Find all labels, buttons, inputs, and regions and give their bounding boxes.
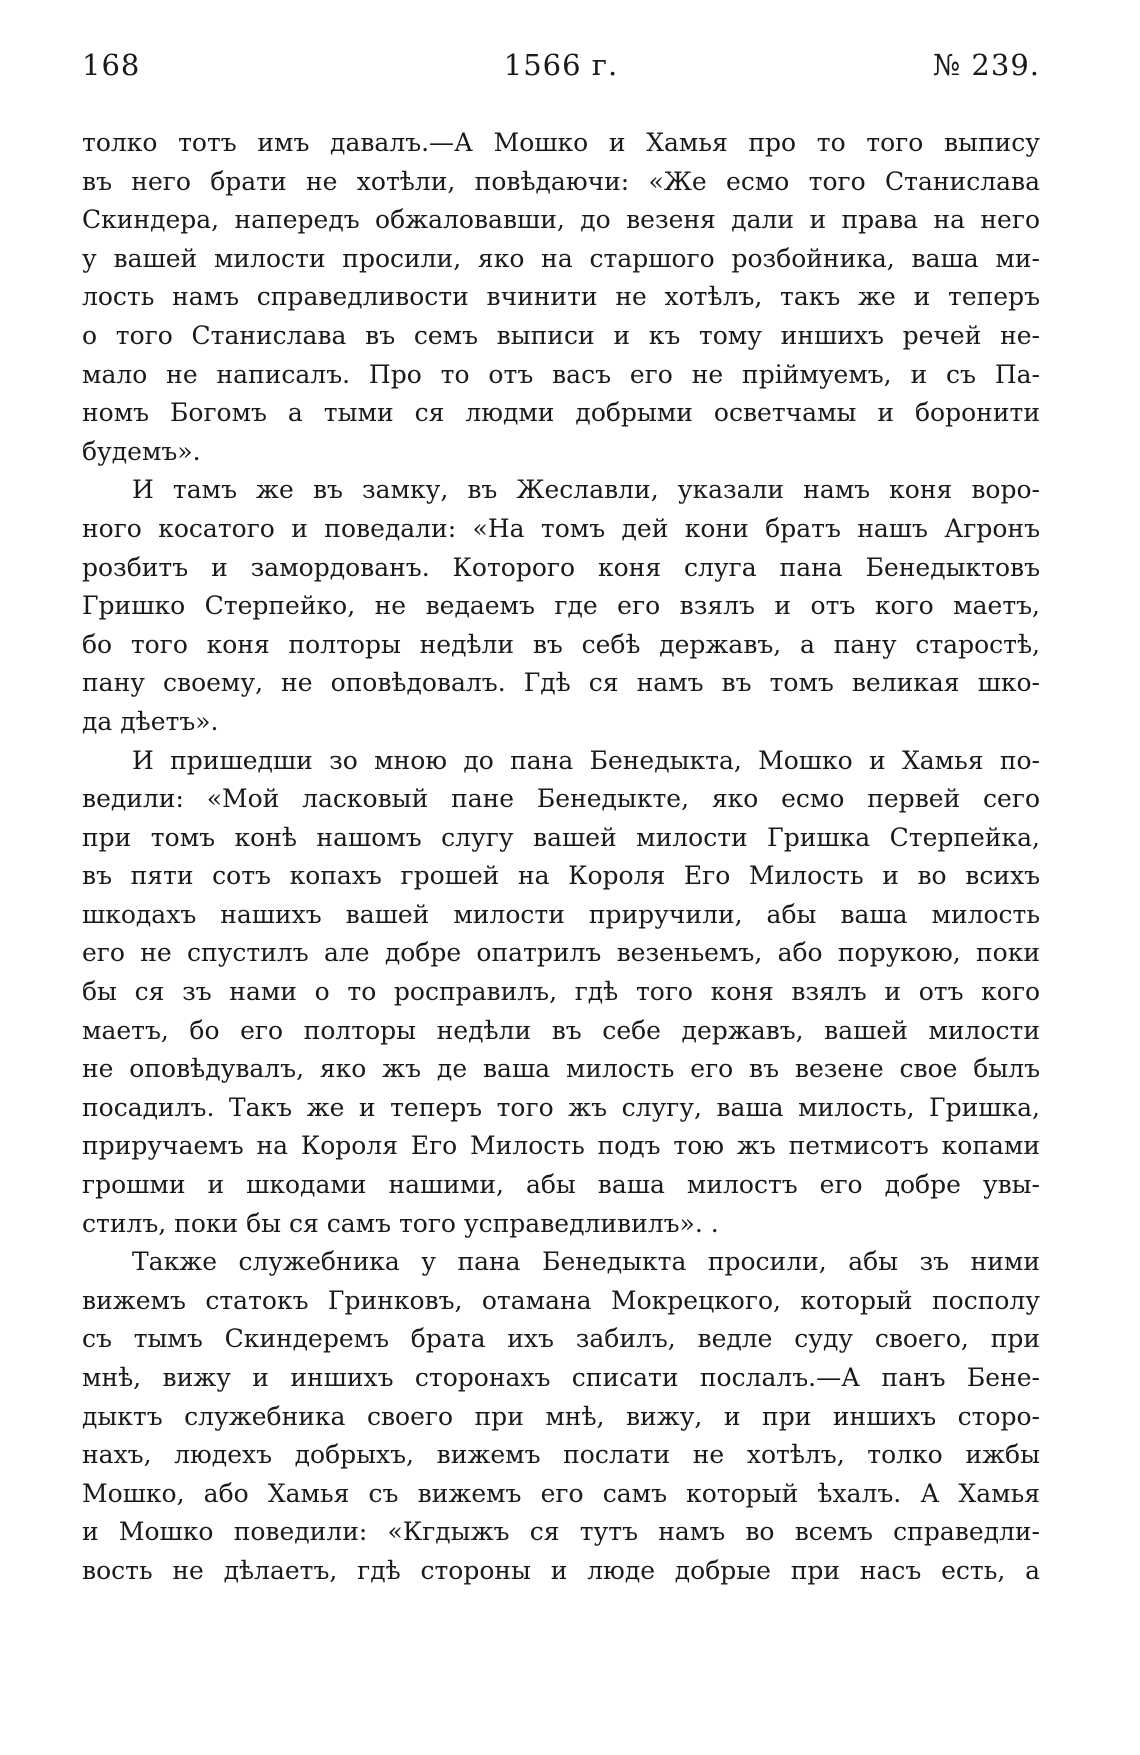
page-header xyxy=(82,48,1040,88)
text-line: маетъ, бо его полторы недѣли въ себе державъ, вашей милости xyxy=(82,1015,1040,1045)
text-line: дыктъ служебника своего при мнѣ, вижу, и при иншихъ сторо- xyxy=(82,1401,1040,1431)
paragraph xyxy=(82,124,1040,471)
text-line: при томъ конѣ нашомъ слугу вашей милости Гришка Стерпейка, xyxy=(82,822,1040,852)
text-line: вость не дѣлаетъ, гдѣ стороны и люде добрые при насъ есть, а xyxy=(82,1555,1040,1585)
text-line: бо того коня полторы недѣли въ себѣ державъ, а пану старостѣ, xyxy=(82,629,1040,659)
text-line: номъ Богомъ а тыми ся людми добрыми осветчамы и боронити xyxy=(82,398,1040,428)
text-line: стилъ, поки бы ся самъ того усправедливилъ». . xyxy=(82,1208,719,1238)
paragraph xyxy=(82,1243,1040,1590)
text-line: И тамъ же въ замку, въ Жеславли, указали намъ коня воро- xyxy=(132,475,1040,505)
text-line: ного косатого и поведали: «На томъ дей кони братъ нашъ Агронъ xyxy=(82,513,1040,543)
text-line: мнѣ, вижу и иншихъ сторонахъ списати послалъ.—А панъ Бене- xyxy=(82,1363,1040,1392)
text-line: нахъ, людехъ добрыхъ, вижемъ послати не хотѣлъ, толко ижбы xyxy=(82,1440,1040,1470)
text-line: Также служебника у пана Бенедыкта просили, абы зъ ними xyxy=(132,1247,1040,1277)
text-line: Мошко, або Хамья съ вижемъ его самъ который ѣхалъ. А Хамья xyxy=(82,1478,1040,1508)
text-line: Гришко Стерпейко, не ведаемъ где его взялъ и отъ кого маетъ, xyxy=(82,591,1040,621)
text-line: розбитъ и замордованъ. Которого коня слуга пана Бенедыктовъ xyxy=(82,552,1040,582)
text-line: у вашей милости просили, яко на старшого розбойника, ваша ми- xyxy=(82,243,1040,273)
text-line: вижемъ статокъ Гринковъ, отамана Мокрецкого, который посполу xyxy=(82,1285,1040,1315)
text-line: и Мошко поведили: «Кгдыжъ ся тутъ намъ во всемъ справедли- xyxy=(82,1517,1040,1547)
text-line: ведили: «Мой ласковый пане Бенедыкте, яко есмо первей сего xyxy=(82,784,1040,814)
text-line: толко тотъ имъ давалъ.—А Мошко и Хамья про то того выпису xyxy=(82,128,1040,157)
text-line: мало не написалъ. Про то отъ васъ его не прiймуемъ, и съ Па- xyxy=(82,359,1040,389)
text-line: Скиндера, напередъ обжаловавши, до везеня дали и права на него xyxy=(82,205,1040,235)
text-line: И пришедши зо мною до пана Бенедыкта, Мошко и Хамья по- xyxy=(132,745,1040,775)
text-line: въ пяти сотъ копахъ грошей на Короля Его Милость и во всихъ xyxy=(82,861,1040,891)
document-body xyxy=(82,124,1040,1591)
text-line: съ тымъ Скиндеремъ брата ихъ забилъ, ведле суду своего, при xyxy=(82,1324,1040,1354)
text-line: въ него брати не хотѣли, повѣдаючи: «Же есмо того Станислава xyxy=(82,166,1040,196)
text-line: лость намъ справедливости вчинити не хотѣлъ, такъ же и теперъ xyxy=(82,282,1040,312)
text-line: шкодахъ нашихъ вашей милости приручили, абы ваша милость xyxy=(82,899,1040,929)
text-line: его не спустилъ але добре опатрилъ везеньемъ, або порукою, поки xyxy=(82,938,1040,968)
paragraph xyxy=(82,742,1040,1244)
text-line: о того Станислава въ семъ выписи и къ тому иншихъ речей не- xyxy=(82,320,1040,350)
text-line: да дѣетъ». xyxy=(82,706,219,736)
text-line: приручаемъ на Короля Его Милость подъ тою жъ петмисотъ копами xyxy=(82,1131,1040,1161)
text-line: грошми и шкодами нашими, абы ваша милостъ его добре увы- xyxy=(82,1170,1040,1200)
page-number: 168 xyxy=(82,48,141,82)
paragraph xyxy=(82,471,1040,741)
text-line: не оповѣдувалъ, яко жъ де ваша милость его въ везене свое былъ xyxy=(82,1054,1040,1084)
text-line: будемъ». xyxy=(82,436,201,466)
document-number: № 239. xyxy=(932,48,1040,82)
text-line: пану своему, не оповѣдовалъ. Гдѣ ся намъ въ томъ великая шко- xyxy=(82,668,1040,698)
text-line: посадилъ. Такъ же и теперъ того жъ слугу, ваша милость, Гришка, xyxy=(82,1092,1040,1122)
text-line: бы ся зъ нами о то росправилъ, гдѣ того коня взялъ и отъ кого xyxy=(82,977,1040,1007)
page-year: 1566 г. xyxy=(503,48,619,82)
